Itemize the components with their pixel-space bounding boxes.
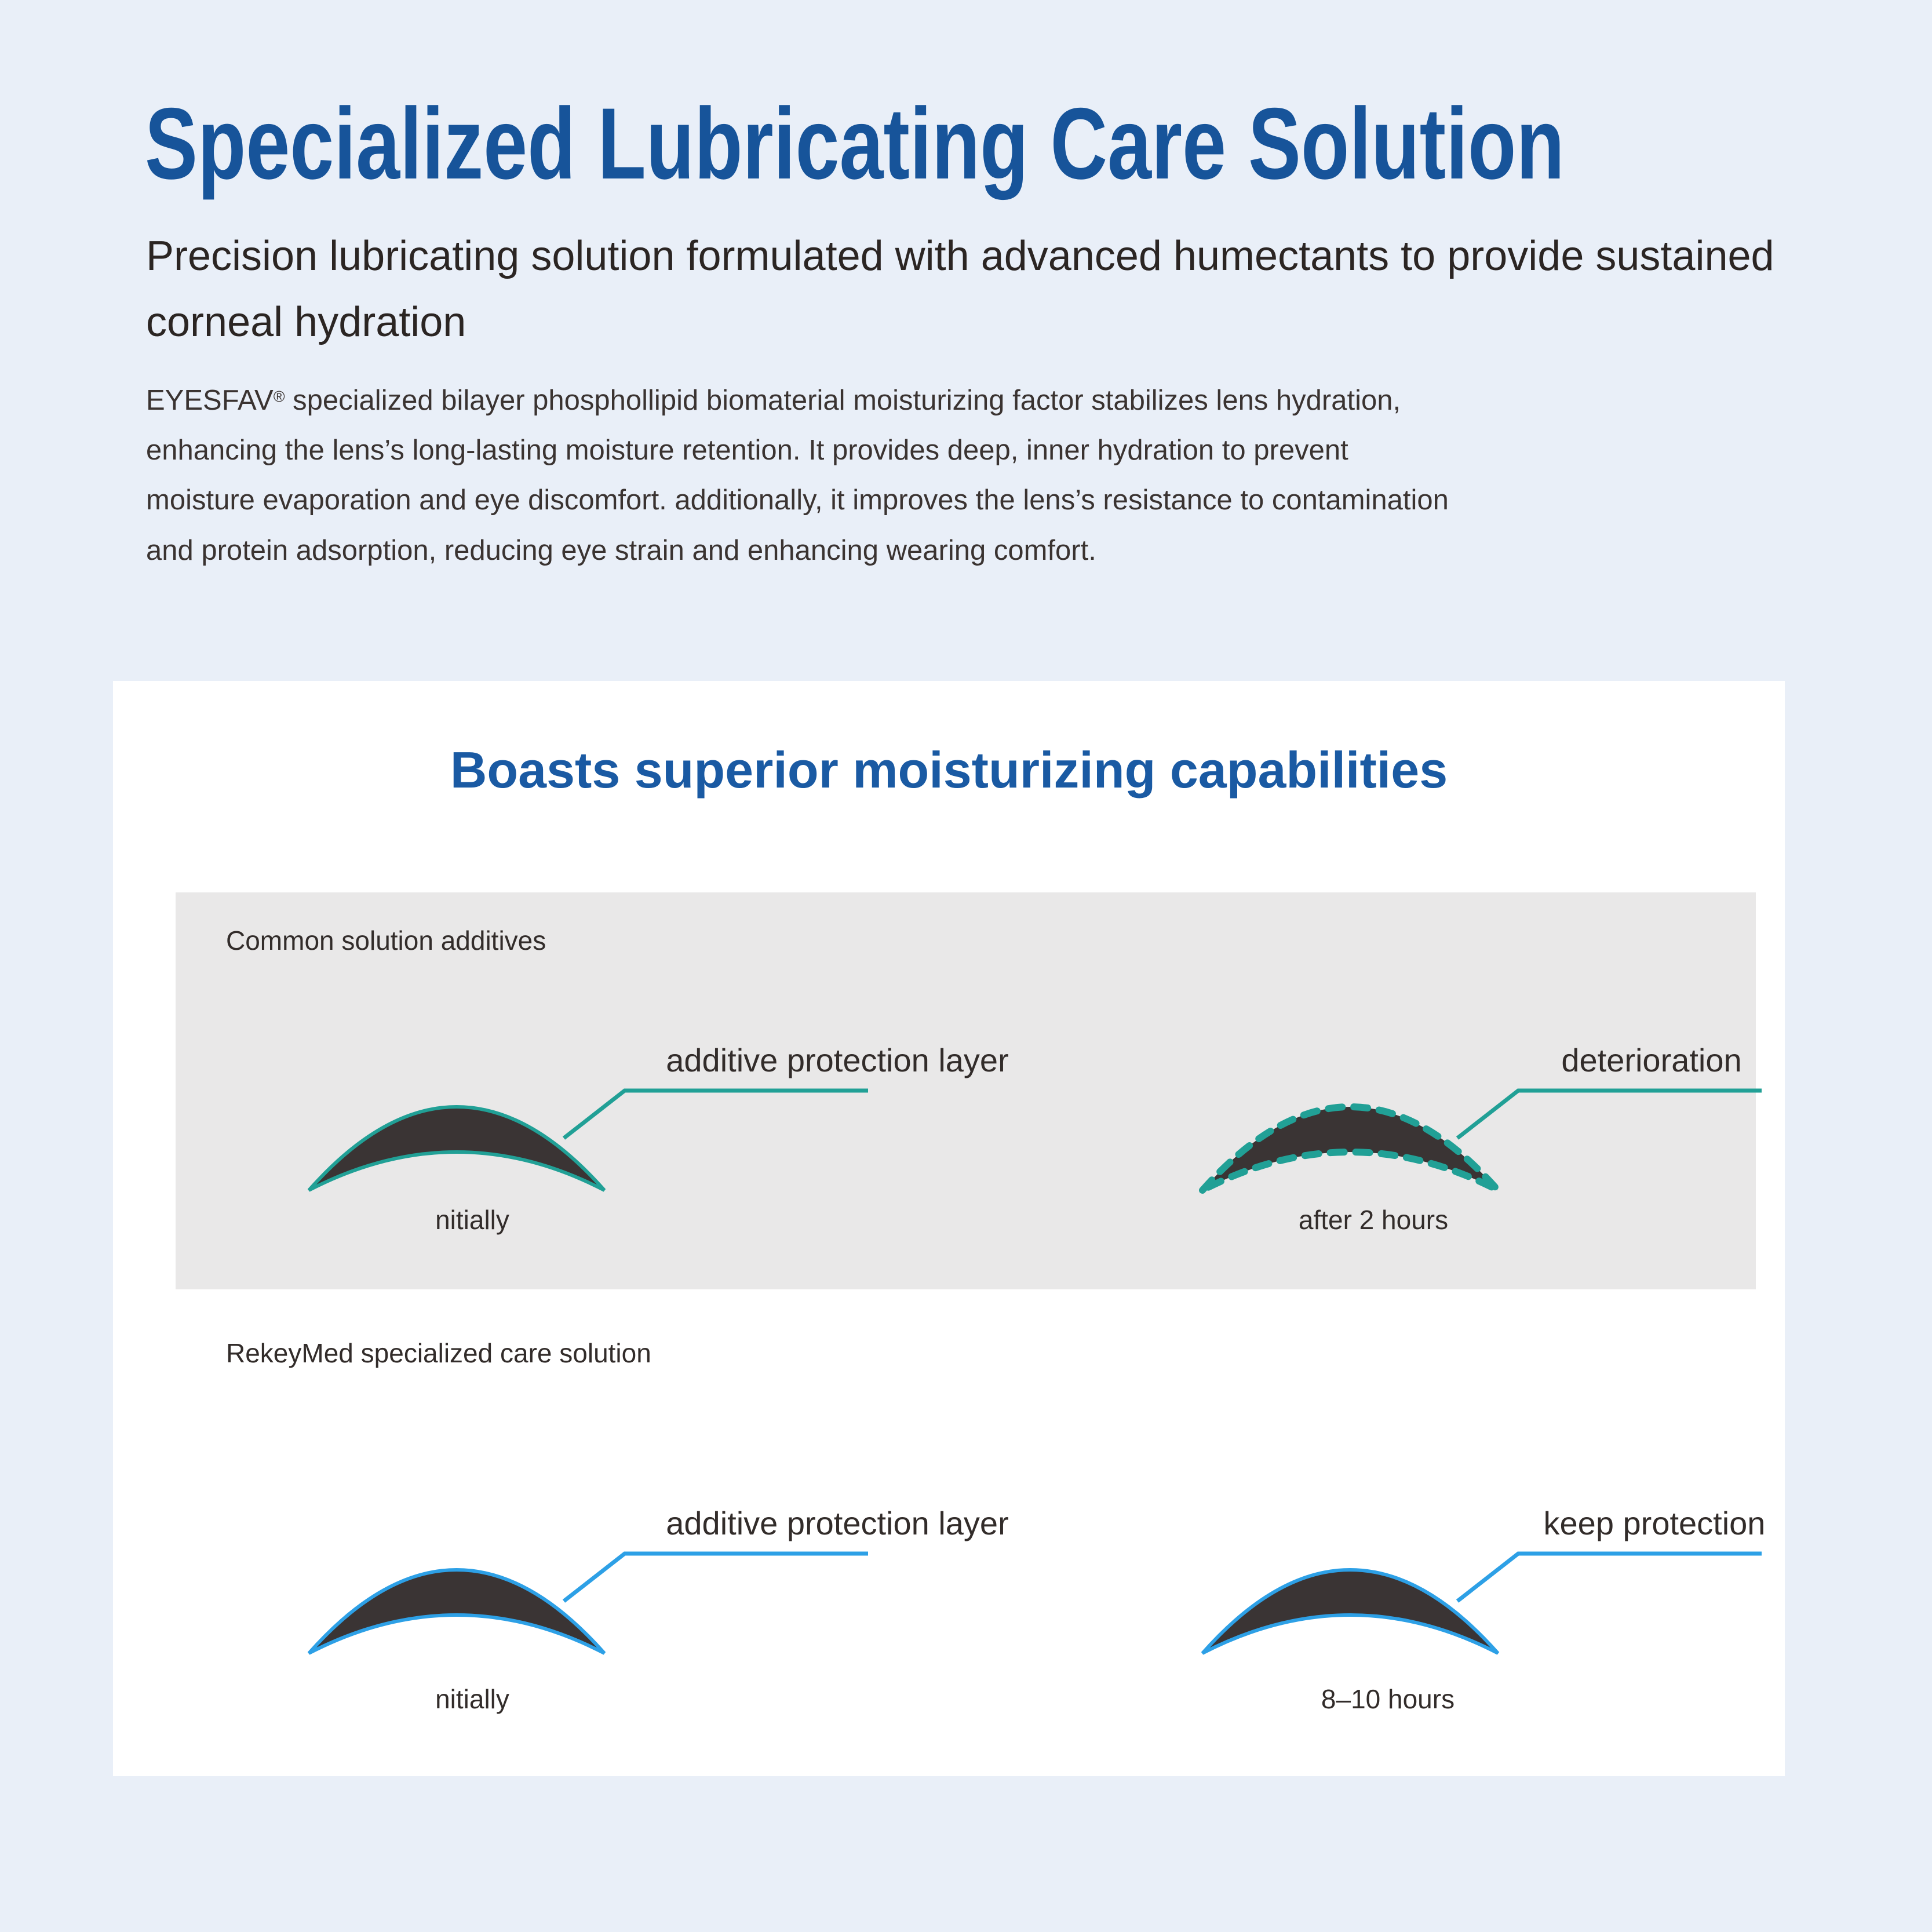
- description-line-rest: specialized bilayer phosphollipid biomaterial moisturizing factor stabilizes lens hydration,: [285, 385, 1401, 416]
- lens-cross-section-shape: [1202, 1570, 1498, 1653]
- lens-diagram-initial-common: [300, 1064, 880, 1203]
- callout-label: keep protection: [1543, 1505, 1766, 1541]
- callout-line: [1457, 1091, 1762, 1138]
- lens-diagram-deteriorated: [1194, 1064, 1773, 1203]
- callout-line: [564, 1554, 868, 1601]
- figure-caption: nitially: [435, 1684, 509, 1714]
- lens-cross-section-shape: [309, 1570, 604, 1653]
- lens-cross-section-shape: [309, 1107, 604, 1190]
- description-line: enhancing the lens’s long-lasting moisture retention. It provides deep, inner hydration to prevent: [146, 435, 1348, 466]
- brand-name: EYESFAV: [146, 385, 274, 416]
- lens-diagram-keep-protection: [1194, 1527, 1773, 1666]
- card-heading: Boasts superior moisturizing capabilities: [450, 741, 1448, 799]
- rekeymed-section-label: RekeyMed specialized care solution: [226, 1338, 651, 1368]
- page-subtitle: Precision lubricating solution formulated with advanced humectants to provide sustained corneal hydration: [146, 233, 1774, 345]
- description-line: moisture evaporation and eye discomfort. additionally, it improves the lens’s resistance to contamination: [146, 484, 1449, 516]
- callout-line: [1457, 1554, 1762, 1601]
- product-description: [146, 376, 1856, 575]
- lens-cross-section-shape: [1202, 1107, 1498, 1190]
- callout-label: deterioration: [1561, 1042, 1742, 1078]
- figure-caption: after 2 hours: [1298, 1205, 1449, 1235]
- description-line: and protein adsorption, reducing eye strain and enhancing wearing comfort.: [146, 534, 1096, 566]
- page-title: Specialized Lubricating Care Solution: [145, 88, 1565, 201]
- common-section-label: Common solution additives: [226, 925, 546, 956]
- figure-caption: nitially: [435, 1205, 509, 1235]
- description-line: [146, 376, 1856, 425]
- registered-trademark-mark: ®: [273, 388, 285, 406]
- callout-label: additive protection layer: [666, 1505, 1009, 1541]
- callout-line: [564, 1091, 868, 1138]
- figure-caption: 8–10 hours: [1321, 1684, 1455, 1714]
- callout-label: additive protection layer: [666, 1042, 1009, 1078]
- lens-diagram-initial-rekeymed: [300, 1527, 880, 1666]
